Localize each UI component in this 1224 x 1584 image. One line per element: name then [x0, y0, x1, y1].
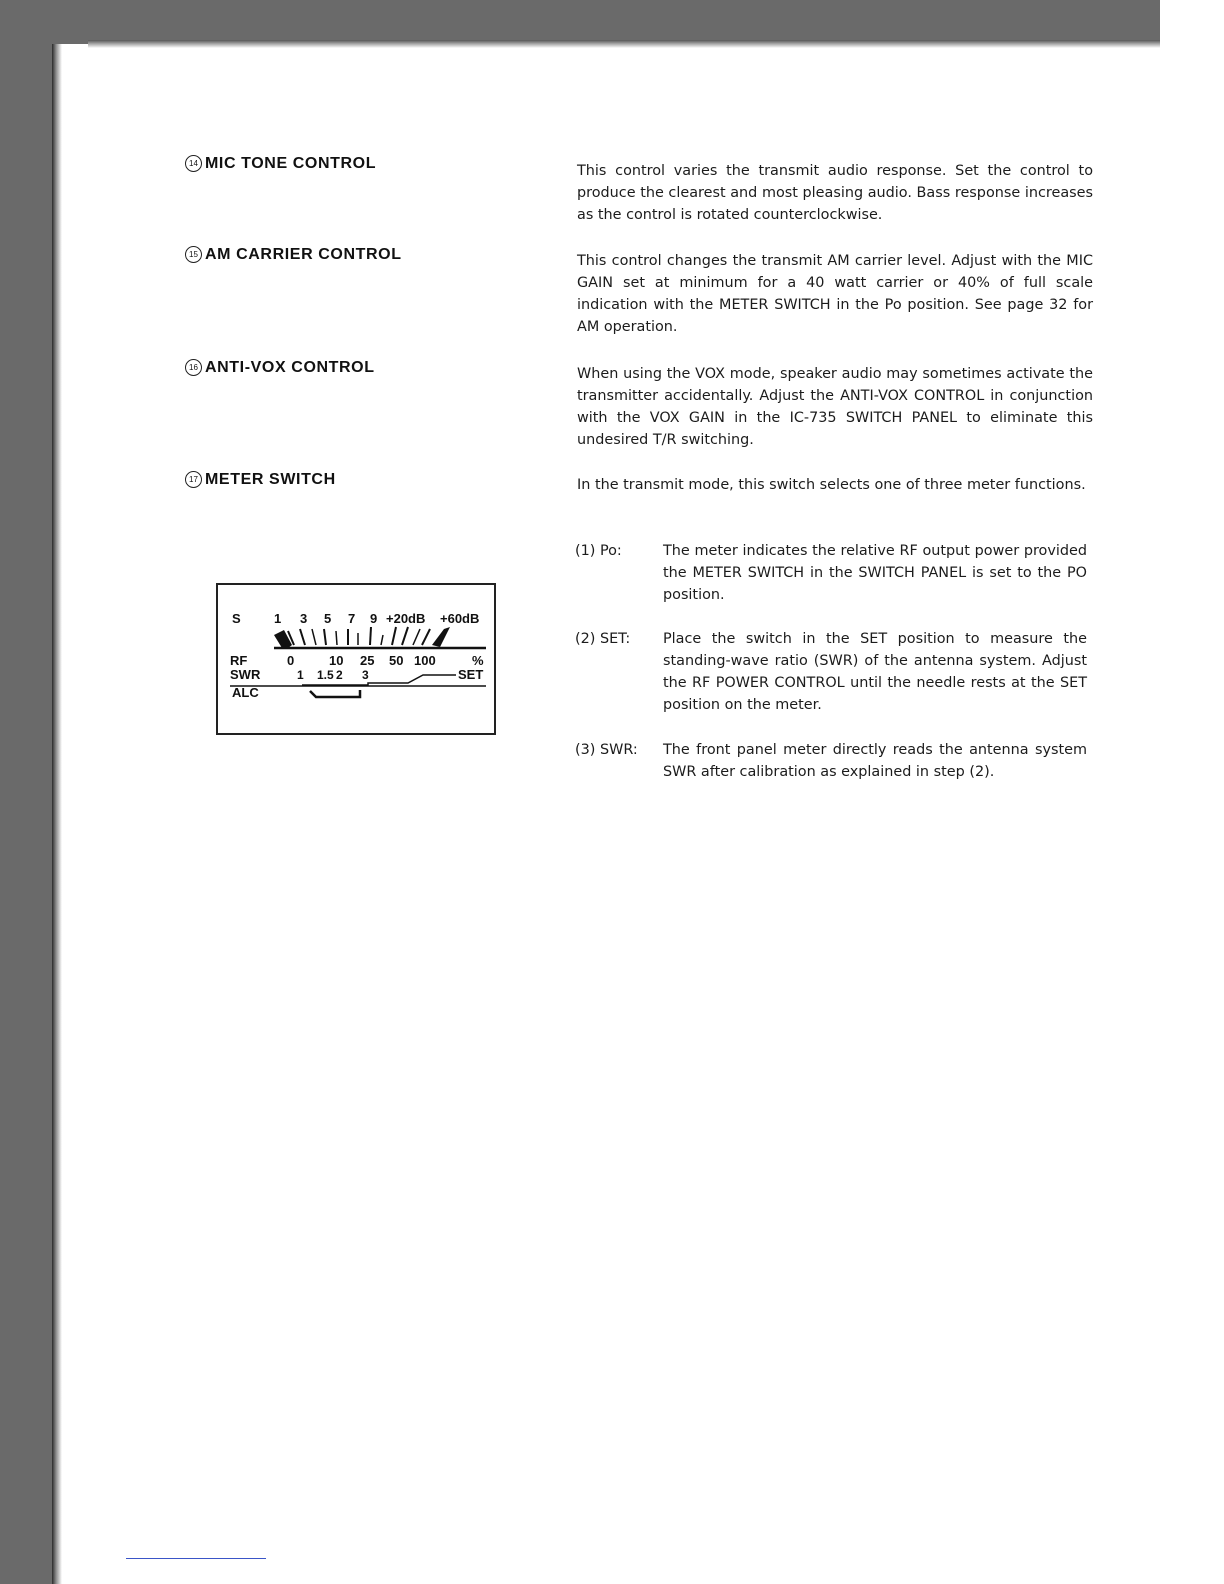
page-edge-shadow — [52, 44, 62, 1584]
scale-tick — [392, 627, 396, 645]
meter-face-diagram — [216, 583, 496, 735]
item-label: (3) SWR: — [575, 742, 638, 758]
scale-tick — [300, 629, 305, 645]
swr-tick-label: 3 — [362, 668, 369, 682]
item-text: The meter indicates the relative RF output power provided the METER SWITCH in the SWITCH PANEL is set to the PO position. — [663, 543, 1087, 603]
s-tick-label: +60dB — [440, 611, 480, 626]
alc-zone-bracket — [310, 690, 360, 697]
scale-tick — [370, 627, 371, 645]
section-number: 14 — [185, 155, 202, 172]
heading-mic-tone-control — [185, 155, 376, 173]
s-tick-label: 5 — [324, 611, 332, 626]
rf-tick-label: 100 — [414, 653, 436, 668]
heading-meter-switch — [185, 471, 336, 489]
s-tick-label: 7 — [348, 611, 356, 626]
item-label: (2) SET: — [575, 631, 631, 647]
s-tick-label: 3 — [300, 611, 308, 626]
paragraph-am-carrier: This control changes the transmit AM carrier level. Adjust with the MIC GAIN set at minimum for a 40 watt carrier or 40% of full scale indication with the METER SWITCH in the Po position. See page 32 for AM operation. — [577, 253, 1093, 335]
section-number: 16 — [185, 359, 202, 376]
alc-scale-label: ALC — [232, 685, 259, 700]
heading-text: METER SWITCH — [205, 471, 336, 488]
paragraph-anti-vox: When using the VOX mode, speaker audio may sometimes activate the transmitter accidentally. Adjust the ANTI-VOX CONTROL in conjunction with the VOX GAIN in the IC-735 SWITCH PANEL to eliminate this undesired T/R switching. — [577, 366, 1093, 448]
heading-text: MIC TONE CONTROL — [205, 155, 377, 172]
heading-am-carrier-control — [185, 246, 402, 264]
s-tick-label: +20dB — [386, 611, 426, 626]
rf-tick-label: 10 — [329, 653, 344, 668]
s-tick-label: 1 — [274, 611, 282, 626]
swr-tick-label: 1 — [297, 668, 304, 682]
paragraph-mic-tone: This control varies the transmit audio response. Set the control to produce the clearest and most pleasing audio. Bass response increases as the control is rotated counterclockwise. — [577, 163, 1093, 223]
swr-tick-label: 2 — [336, 668, 343, 682]
scale-tick — [324, 629, 326, 645]
rf-tick-label: 25 — [360, 653, 375, 668]
scale-tick — [422, 629, 430, 645]
heading-anti-vox-control — [185, 359, 375, 377]
scan-border-left — [0, 0, 52, 1584]
scale-end-wedge — [432, 627, 450, 647]
footer-rule — [126, 1558, 266, 1559]
item-label: (1) Po: — [575, 543, 622, 559]
section-number: 15 — [185, 246, 202, 263]
scale-tick — [402, 627, 408, 645]
set-label: SET — [458, 667, 484, 682]
section-number: 17 — [185, 471, 202, 488]
s-scale-label: S — [232, 611, 241, 626]
page-top-shadow — [88, 40, 1160, 48]
scale-tick — [336, 631, 337, 645]
scale-tick — [312, 629, 316, 645]
swr-scale-label: SWR — [230, 667, 261, 682]
item-text: Place the switch in the SET position to measure the standing-wave ratio (SWR) of the antenna system. Adjust the RF POWER CONTROL until the needle rests at the SET position on the meter. — [663, 631, 1087, 713]
scale-tick — [381, 635, 383, 645]
heading-text: AM CARRIER CONTROL — [205, 246, 402, 263]
rf-scale-label: RF — [230, 653, 248, 668]
paragraph-meter-switch: In the transmit mode, this switch selects one of three meter functions. — [577, 477, 1086, 493]
rf-tick-label: 50 — [389, 653, 404, 668]
heading-text: ANTI-VOX CONTROL — [205, 359, 375, 376]
scan-margin-right — [1160, 0, 1224, 1584]
item-text: The front panel meter directly reads the antenna system SWR after calibration as explained in step (2). — [663, 742, 1087, 780]
rf-tick-label: 0 — [287, 653, 295, 668]
swr-tick-label: 1.5 — [317, 668, 334, 682]
meter-face-svg — [218, 585, 494, 733]
scale-tick — [413, 629, 420, 645]
rf-tick-label: % — [472, 653, 484, 668]
s-tick-label: 9 — [370, 611, 378, 626]
